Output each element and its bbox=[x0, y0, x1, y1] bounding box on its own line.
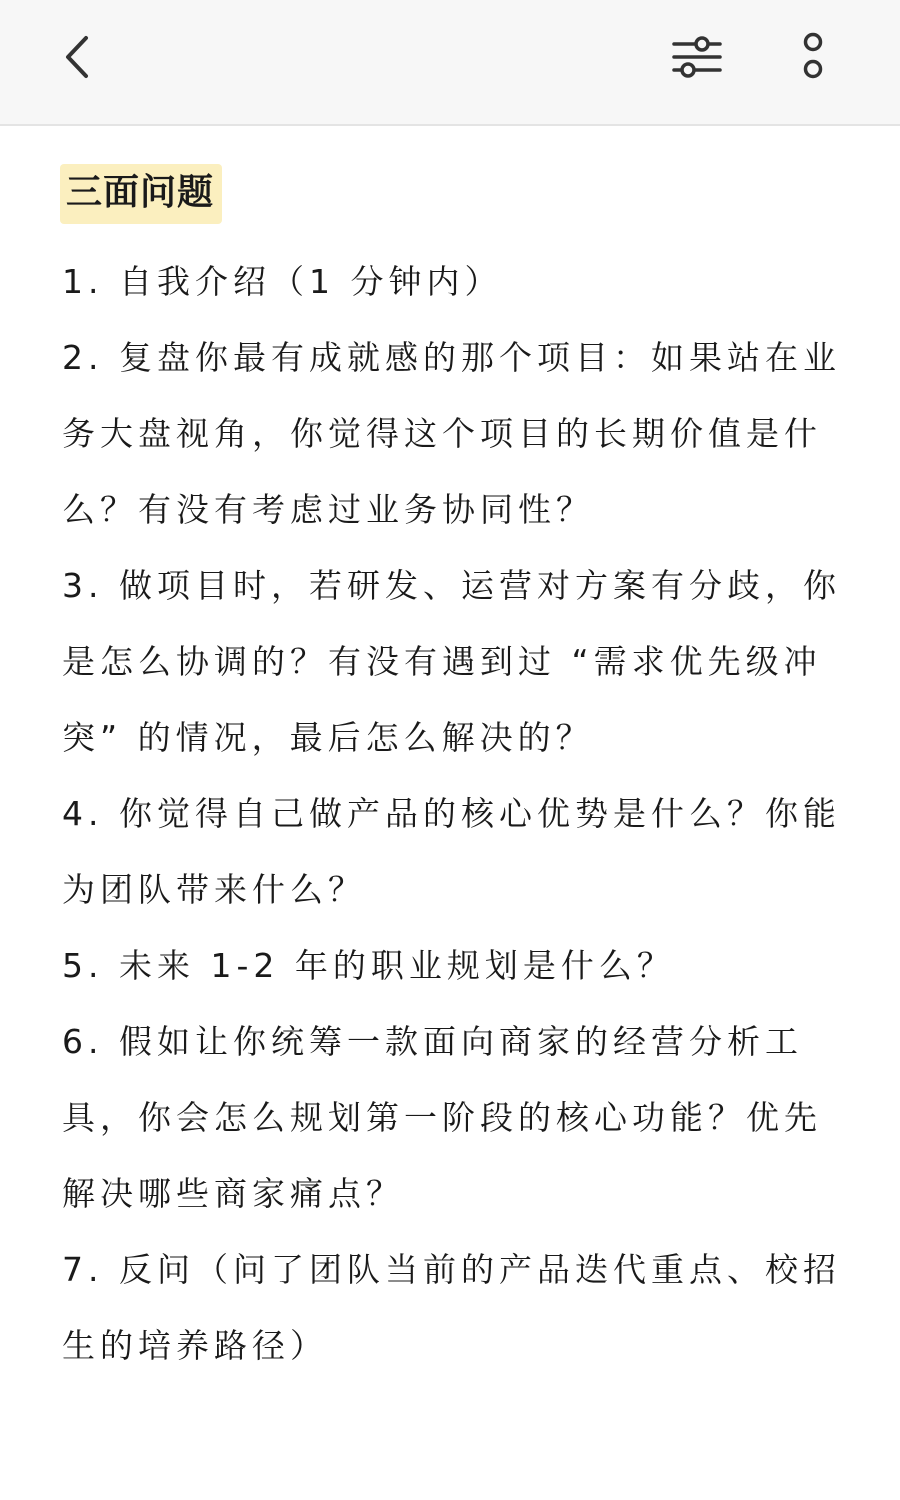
chevron-left-icon bbox=[56, 30, 104, 84]
top-app-bar bbox=[0, 0, 900, 126]
question-list bbox=[62, 244, 842, 1384]
filter-button[interactable] bbox=[668, 34, 726, 80]
question-item-4: 4. 你觉得自己做产品的核心优势是什么？你能为团队带来什么？ bbox=[62, 794, 841, 909]
question-item-5: 5. 未来 1-2 年的职业规划是什么？ bbox=[62, 946, 675, 985]
back-button[interactable] bbox=[56, 30, 104, 84]
question-item-2: 2. 复盘你最有成就感的那个项目：如果站在业务大盘视角，你觉得这个项目的长期价值是什么？有没有考虑过业务协同性？ bbox=[62, 338, 841, 529]
question-item-3: 3. 做项目时，若研发、运营对方案有分歧，你是怎么协调的？有没有遇到过 “需求优先级冲突” 的情况，最后怎么解决的？ bbox=[62, 566, 841, 757]
more-options-button[interactable] bbox=[796, 28, 830, 86]
more-vertical-icon bbox=[796, 28, 830, 86]
note-content bbox=[0, 124, 900, 1500]
question-item-7: 7. 反问（问了团队当前的产品迭代重点、校招生的培养路径） bbox=[62, 1250, 841, 1365]
sliders-icon bbox=[668, 34, 726, 80]
question-item-6: 6. 假如让你统筹一款面向商家的经营分析工具，你会怎么规划第一阶段的核心功能？优先解决哪些商家痛点？ bbox=[62, 1022, 822, 1213]
question-item-1: 1. 自我介绍（1 分钟内） bbox=[62, 262, 503, 301]
note-title: 三面问题 bbox=[60, 164, 222, 224]
